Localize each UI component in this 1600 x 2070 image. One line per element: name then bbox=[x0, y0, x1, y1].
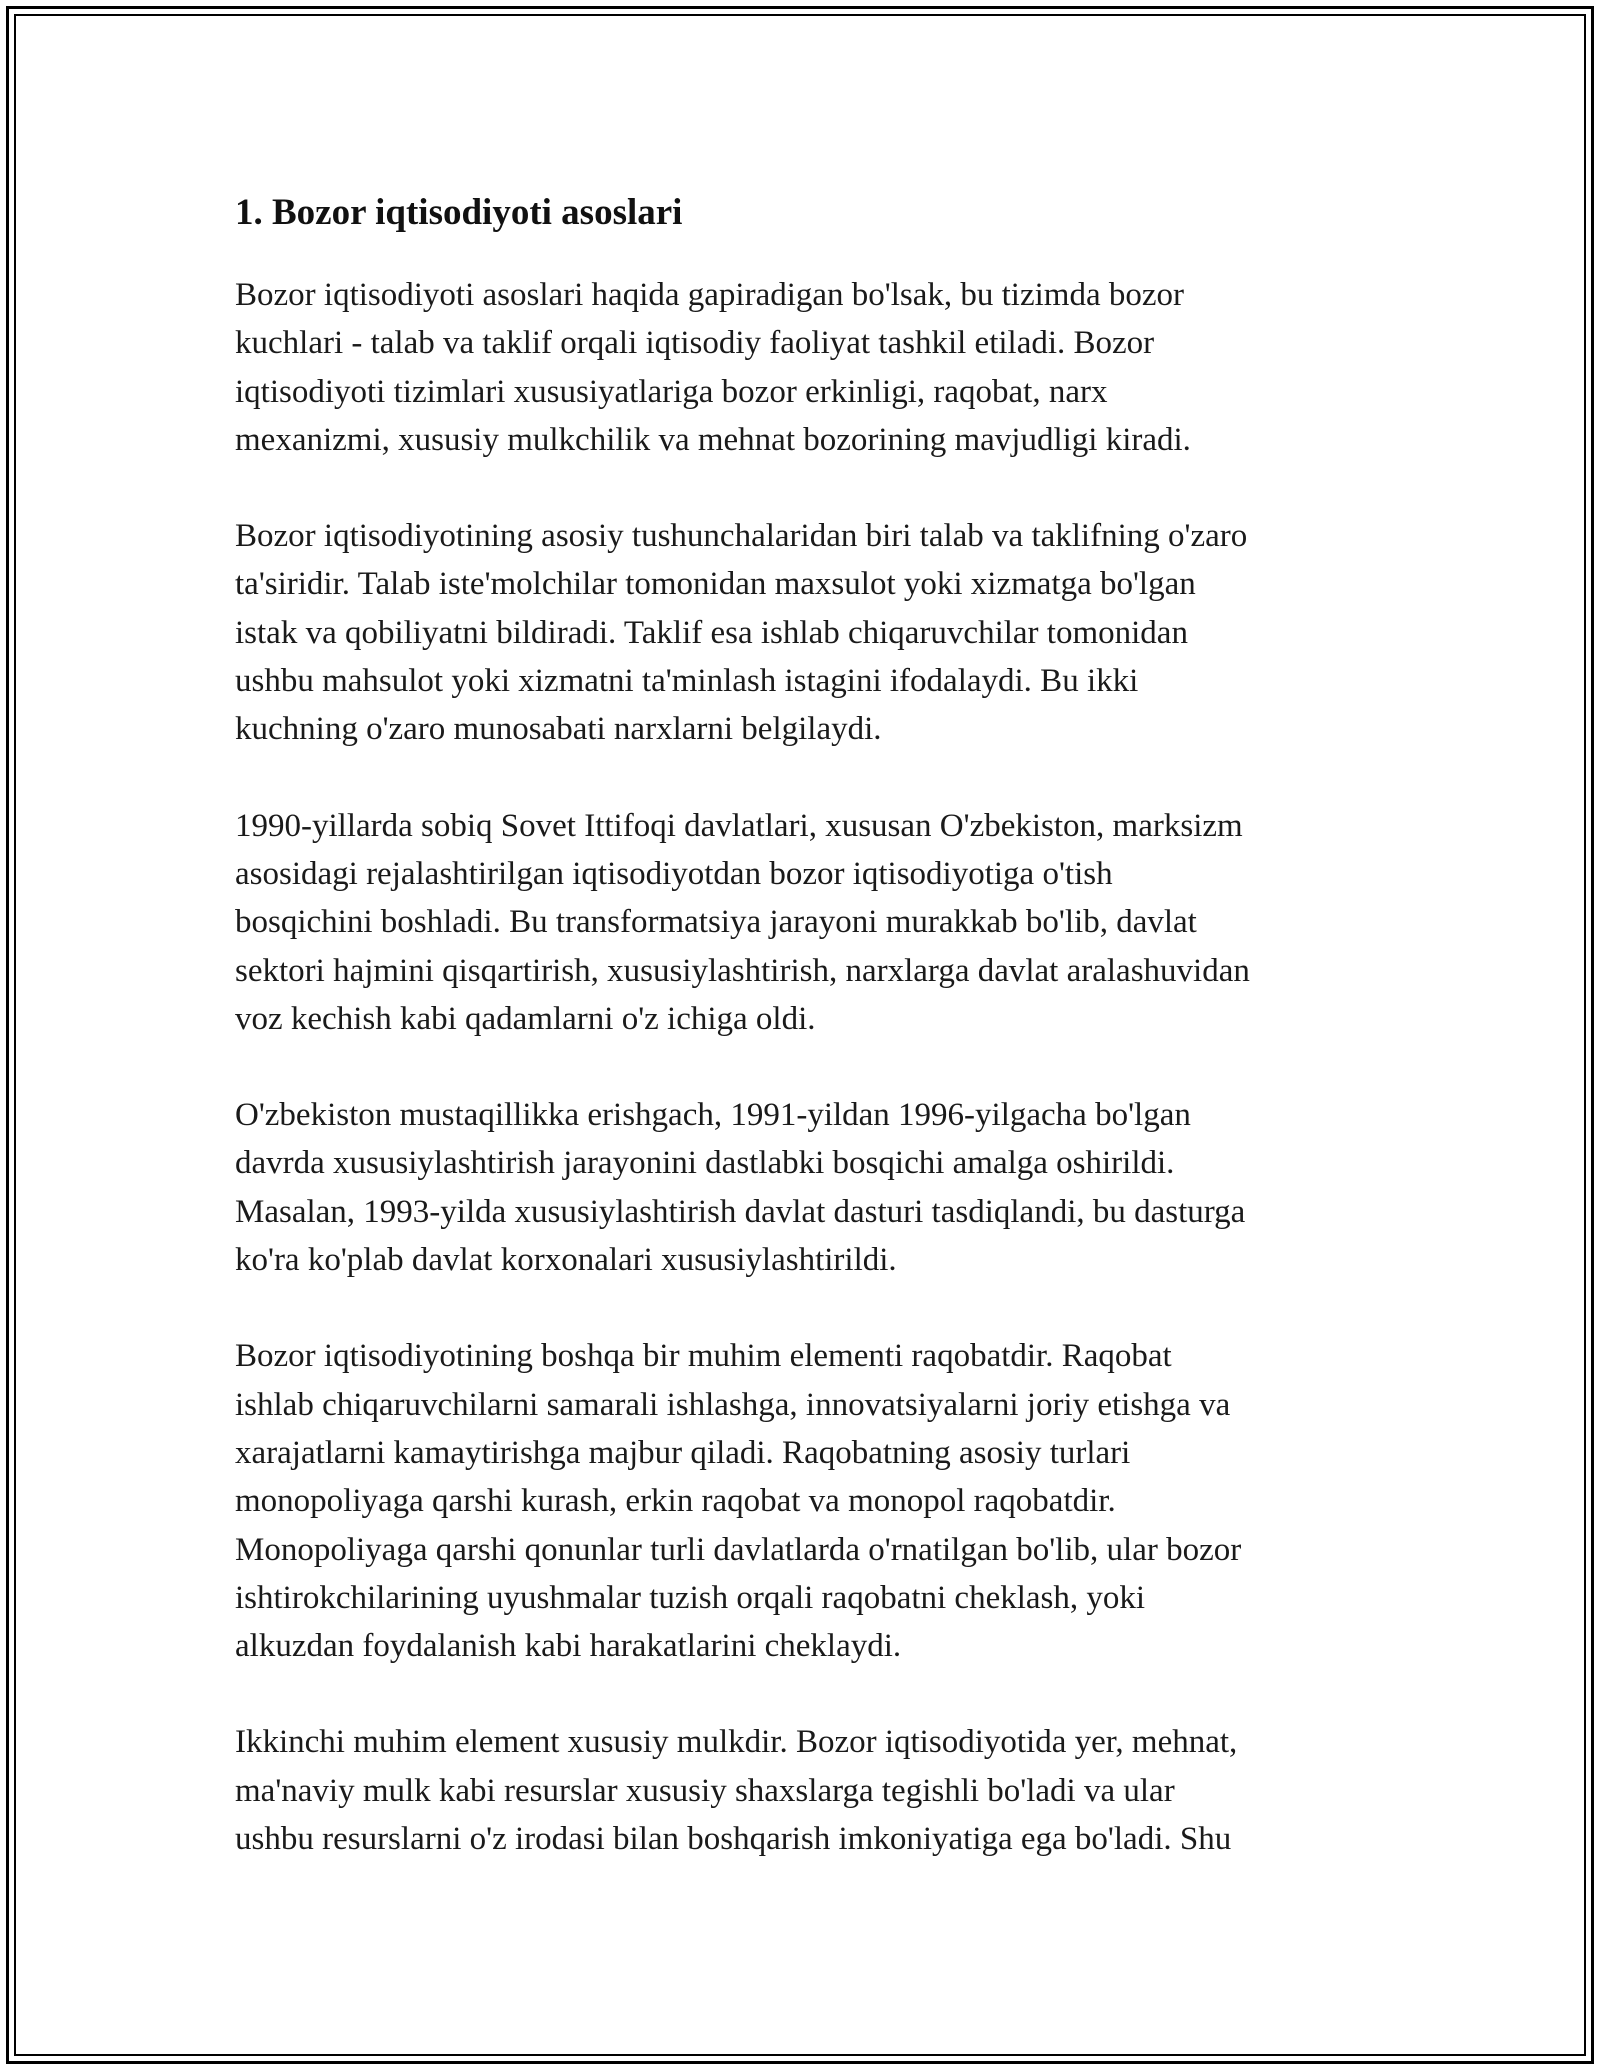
text-line: sektori hajmini qisqartirish, xususiylashtirish, narxlarga davlat aralashuvidan bbox=[235, 952, 1250, 989]
text-line: ushbu mahsulot yoki xizmatni ta'minlash istagini ifodalaydi. Bu ikki bbox=[235, 663, 1139, 700]
section-heading: 1. Bozor iqtisodiyoti asoslari bbox=[235, 192, 683, 233]
text-line: voz kechish kabi qadamlarni o'z ichiga oldi. bbox=[235, 1000, 816, 1037]
text-line: kuchning o'zaro munosabati narxlarni belgilaydi. bbox=[235, 711, 882, 748]
text-line: xarajatlarni kamaytirishga majbur qiladi. Raqobatning asosiy turlari bbox=[235, 1434, 1131, 1471]
text-line: Ikkinchi muhim element xususiy mulkdir. Bozor iqtisodiyotida yer, mehnat, bbox=[235, 1724, 1238, 1761]
text-line: ishlab chiqaruvchilarni samarali ishlashga, innovatsiyalarni joriy etishga va bbox=[235, 1386, 1231, 1423]
text-line: alkuzdan foydalanish kabi harakatlarini cheklaydi. bbox=[235, 1628, 902, 1665]
paragraph-3 bbox=[235, 802, 1375, 1043]
paragraph-4 bbox=[235, 1091, 1375, 1284]
text-line: davrda xususiylashtirish jarayonini dastlabki bosqichi amalga oshirildi. bbox=[235, 1145, 1175, 1182]
text-line: bosqichini boshladi. Bu transformatsiya jarayoni murakkab bo'lib, davlat bbox=[235, 904, 1197, 941]
paragraph-5 bbox=[235, 1332, 1375, 1670]
text-line: mexanizmi, xususiy mulkchilik va mehnat bozorining mavjudligi kiradi. bbox=[235, 421, 1191, 458]
paragraph-1 bbox=[235, 271, 1375, 464]
text-line: monopoliyaga qarshi kurash, erkin raqobat va monopol raqobatdir. bbox=[235, 1483, 1116, 1520]
text-line: O'zbekiston mustaqillikka erishgach, 1991-yildan 1996-yilgacha bo'lgan bbox=[235, 1097, 1191, 1134]
text-line: istak va qobiliyatni bildiradi. Taklif esa ishlab chiqaruvchilar tomonidan bbox=[235, 614, 1188, 651]
text-line: ma'naviy mulk kabi resurslar xususiy shaxslarga tegishli bo'ladi va ular bbox=[235, 1772, 1175, 1809]
paragraph-2 bbox=[235, 512, 1375, 753]
paragraph-6 bbox=[235, 1718, 1375, 1863]
text-line: ko'ra ko'plab davlat korxonalari xususiylashtirildi. bbox=[235, 1242, 897, 1279]
text-line: Monopoliyaga qarshi qonunlar turli davlatlarda o'rnatilgan bo'lib, ular bozor bbox=[235, 1531, 1242, 1568]
text-line: ishtirokchilarining uyushmalar tuzish orqali raqobatni cheklash, yoki bbox=[235, 1579, 1146, 1616]
document-body bbox=[235, 188, 1375, 1911]
text-line: Bozor iqtisodiyotining asosiy tushunchalaridan biri talab va taklifning o'zaro bbox=[235, 518, 1248, 555]
text-line: iqtisodiyoti tizimlari xususiyatlariga bozor erkinligi, raqobat, narx bbox=[235, 373, 1108, 410]
text-line: ushbu resurslarni o'z irodasi bilan boshqarish imkoniyatiga ega bo'ladi. Shu bbox=[235, 1821, 1232, 1858]
text-line: asosidagi rejalashtirilgan iqtisodiyotdan bozor iqtisodiyotiga o'tish bbox=[235, 855, 1113, 892]
text-line: ta'siridir. Talab iste'molchilar tomonidan maxsulot yoki xizmatga bo'lgan bbox=[235, 566, 1196, 603]
text-line: 1990-yillarda sobiq Sovet Ittifoqi davlatlari, xususan O'zbekiston, marksizm bbox=[235, 807, 1243, 844]
text-line: Bozor iqtisodiyotining boshqa bir muhim elementi raqobatdir. Raqobat bbox=[235, 1338, 1172, 1375]
text-line: kuchlari - talab va taklif orqali iqtisodiy faoliyat tashkil etiladi. Bozor bbox=[235, 325, 1155, 362]
text-line: Bozor iqtisodiyoti asoslari haqida gapiradigan bo'lsak, bu tizimda bozor bbox=[235, 277, 1184, 313]
text-line: Masalan, 1993-yilda xususiylashtirish davlat dasturi tasdiqlandi, bu dasturga bbox=[235, 1193, 1246, 1230]
